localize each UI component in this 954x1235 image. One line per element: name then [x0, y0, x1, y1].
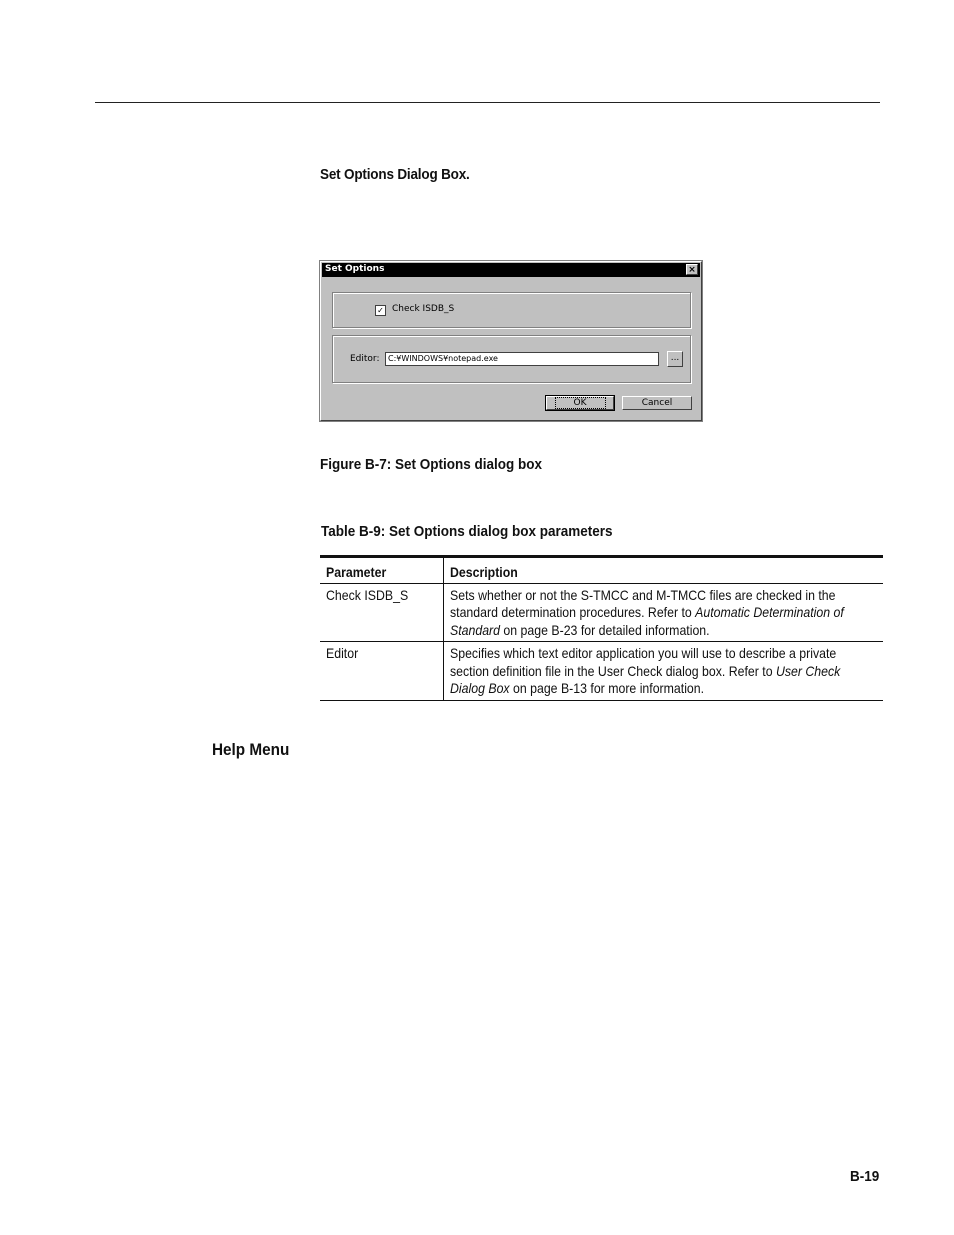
editor-group: [332, 335, 691, 383]
header-description-text: Description: [450, 564, 518, 580]
desc-text: Specifies which text editor application you will use to describe a private section definition file in the User Check dialog box. Refer to: [450, 645, 837, 679]
section-heading: Set Options Dialog Box.: [320, 166, 470, 183]
figure-caption: Figure B-7: Set Options dialog box: [320, 456, 543, 473]
close-icon[interactable]: ×: [686, 264, 698, 275]
row-parameter-text: Check ISDB_S: [326, 586, 409, 603]
row-parameter-text: Editor: [326, 645, 359, 661]
editor-path-input[interactable]: C:¥WINDOWS¥notepad.exe: [385, 352, 659, 366]
desc-text: Sets whether or not the S-TMCC and M-TMCC files are checked in the standard determination procedures. Refer to: [450, 586, 836, 620]
editor-label: Editor:: [350, 354, 380, 364]
row-description: [444, 642, 884, 701]
table-row: [320, 583, 883, 642]
check-group: [332, 292, 691, 328]
desc-text: on page B-13 for more information.: [509, 680, 705, 696]
desc-reference: Automatic Determination of Standard: [450, 604, 844, 638]
ok-button-label: OK: [555, 397, 606, 409]
desc-reference: User Check Dialog Box: [450, 662, 841, 696]
help-menu-heading: Help Menu: [212, 740, 290, 759]
table-caption: Table B-9: Set Options dialog box parameters: [321, 523, 613, 540]
dialog-titlebar: [322, 263, 700, 277]
row-description-text: [450, 645, 875, 698]
row-parameter: [320, 583, 444, 642]
row-parameter: [320, 642, 444, 701]
row-description: [444, 583, 884, 642]
row-description-text: [450, 587, 875, 640]
dialog-title: Set Options: [325, 264, 385, 274]
page-number: B-19: [850, 1168, 880, 1185]
check-isdb-s-checkbox[interactable]: ✓: [375, 305, 386, 316]
parameters-table: [320, 555, 883, 701]
browse-button[interactable]: ...: [667, 351, 683, 367]
header-parameter-text: Parameter: [326, 564, 387, 580]
ok-button[interactable]: [546, 396, 614, 410]
top-rule: [95, 102, 880, 103]
table-header-row: [320, 557, 883, 584]
desc-text: on page B-23 for detailed information.: [500, 621, 710, 638]
check-isdb-s-label: Check ISDB_S: [392, 304, 455, 314]
cancel-button[interactable]: Cancel: [622, 396, 692, 410]
set-options-dialog: [320, 261, 702, 421]
header-parameter: [320, 557, 444, 584]
table-row: [320, 642, 883, 701]
header-description: [444, 557, 884, 584]
